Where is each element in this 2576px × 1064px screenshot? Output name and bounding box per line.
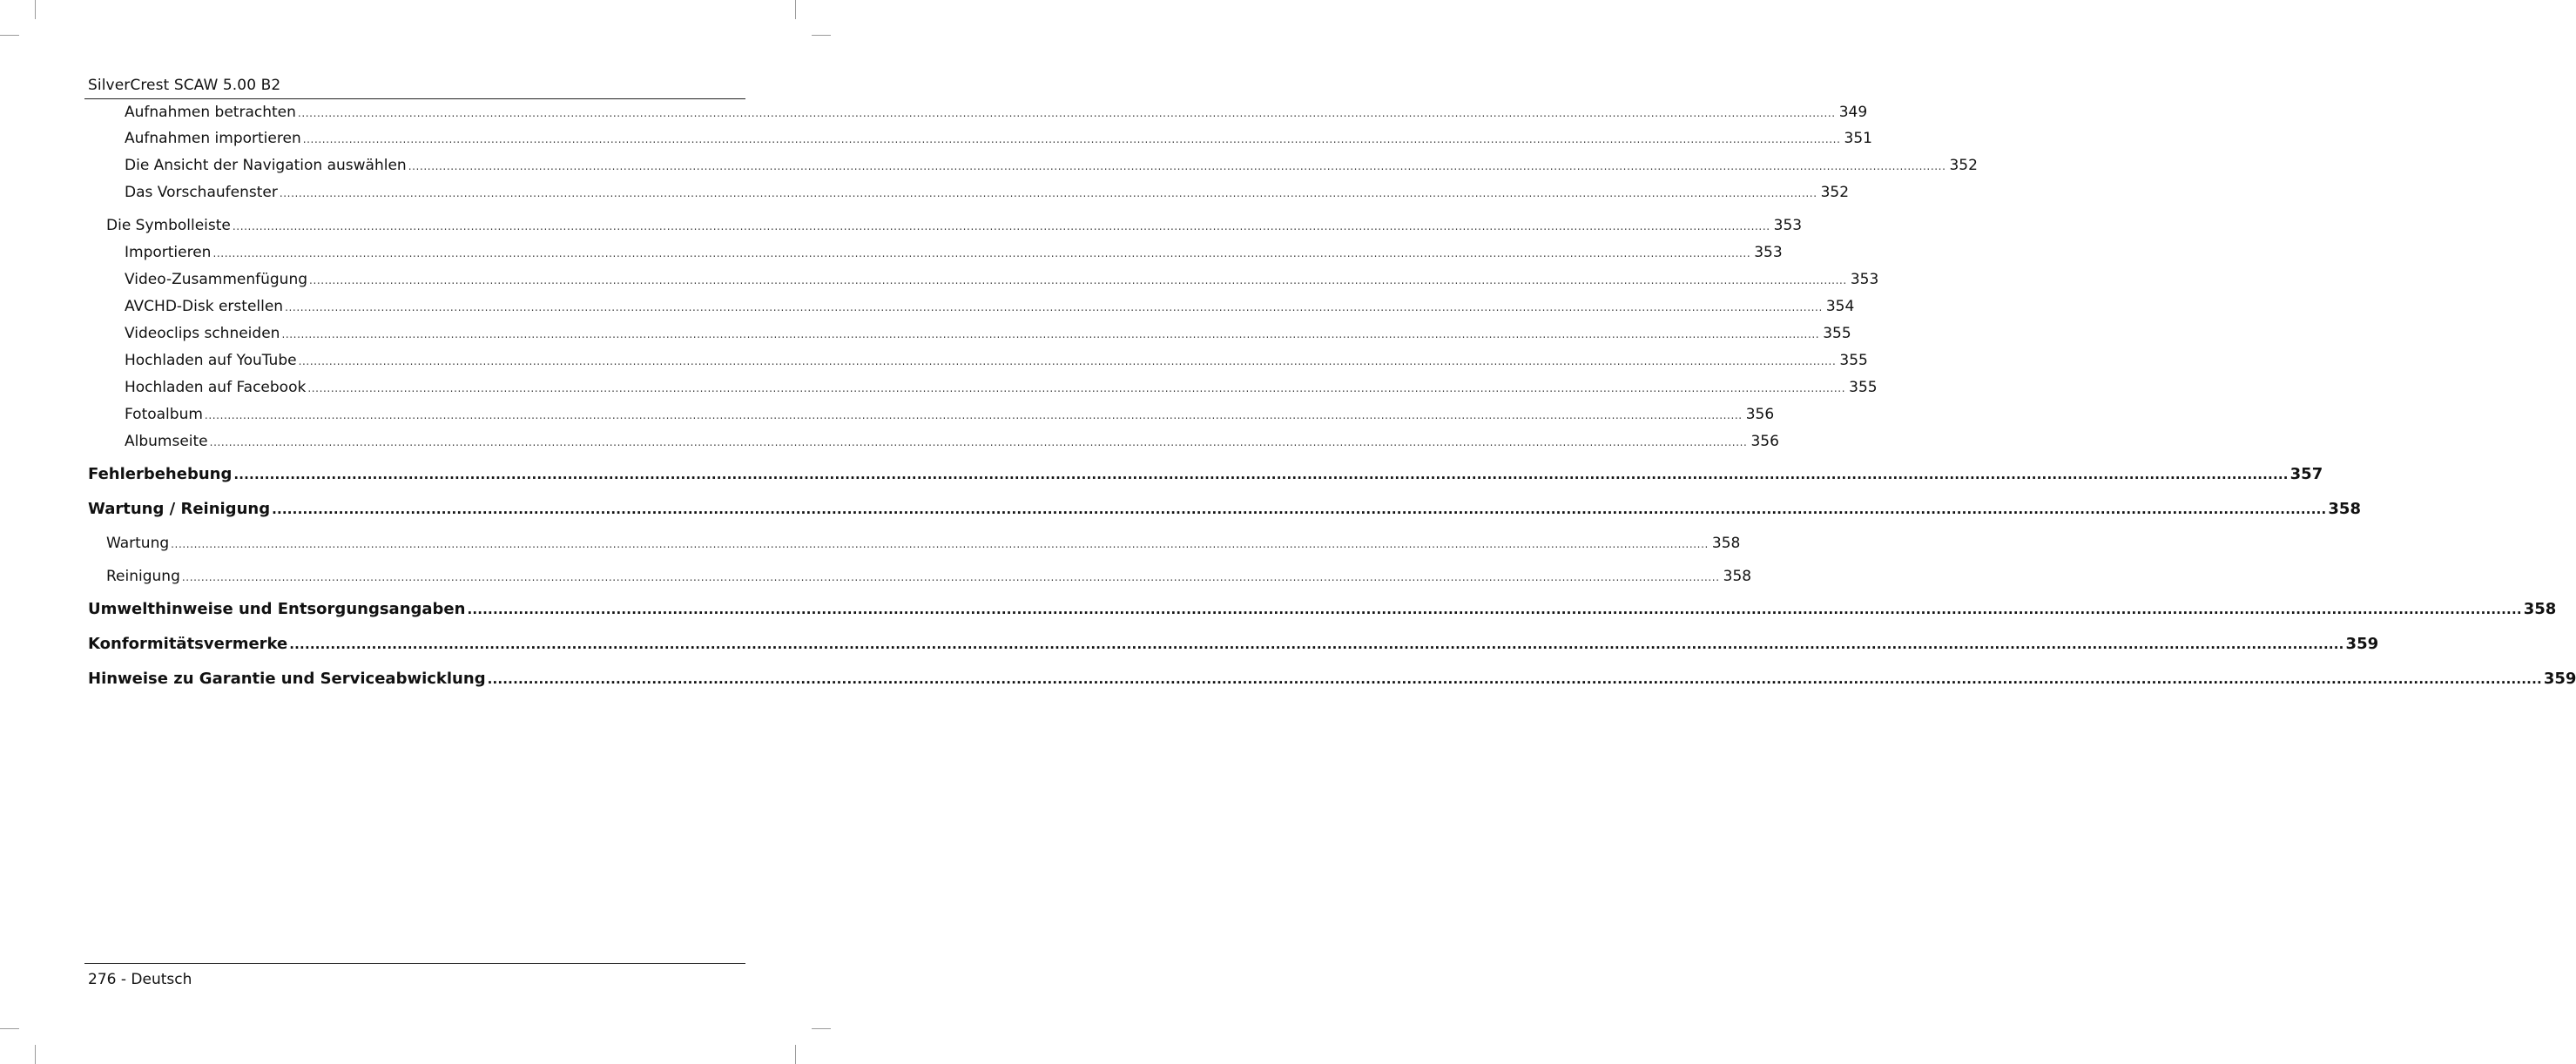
toc-entry[interactable] xyxy=(88,670,2576,689)
toc-entry-label: Konformitätsvermerke xyxy=(88,635,288,653)
toc-entry[interactable] xyxy=(88,635,2379,654)
toc-dot-leader: ................................................................................................................................................................................................................................................................................................................................................................................................................ xyxy=(408,160,1946,172)
toc-entry-page: 356 xyxy=(1745,406,1775,423)
footer-rule xyxy=(84,963,745,964)
toc-entry-page: 358 xyxy=(2523,600,2557,618)
toc-entry-page: 353 xyxy=(1850,271,1879,288)
toc-dot-leader: ................................................................................................................................................................................................................................................................................................................................................................................................................ xyxy=(302,133,1841,145)
toc-entry-label: Aufnahmen importieren xyxy=(125,130,301,147)
toc-entry-page: 356 xyxy=(1750,433,1779,450)
toc-entry-page: 359 xyxy=(2345,635,2379,653)
toc-entry-label: Importieren xyxy=(125,244,212,261)
toc-entry[interactable] xyxy=(125,378,1878,398)
toc-dot-leader: ................................................................................................................................................................................................................................................................................................................................................................................................................ xyxy=(233,467,2289,482)
toc-entry-label: Albumseite xyxy=(125,433,208,450)
toc-entry-label: Das Vorschaufenster xyxy=(125,184,278,201)
toc-entry-label: Videoclips schneiden xyxy=(125,325,280,342)
toc-entry-label: Aufnahmen betrachten xyxy=(125,104,296,121)
toc-entry-page: 355 xyxy=(1849,379,1878,396)
toc-entry[interactable] xyxy=(125,129,1872,149)
toc-dot-leader: ................................................................................................................................................................................................................................................................................................................................................................................................................ xyxy=(307,382,1846,394)
crop-mark xyxy=(795,0,796,19)
toc-dot-leader: ................................................................................................................................................................................................................................................................................................................................................................................................................ xyxy=(297,107,1836,119)
footer-page-label: 276 - Deutsch xyxy=(88,971,192,988)
toc-dot-leader: ................................................................................................................................................................................................................................................................................................................................................................................................................ xyxy=(487,671,2542,687)
crop-mark xyxy=(812,1028,831,1029)
toc-entry-label: Wartung xyxy=(106,535,170,552)
toc-entry[interactable] xyxy=(125,183,1850,203)
toc-entry-label: Video-Zusammenfügung xyxy=(125,271,308,288)
crop-mark xyxy=(0,35,19,36)
toc-entry-label: Die Ansicht der Navigation auswählen xyxy=(125,157,407,174)
toc-entry-page: 352 xyxy=(1949,157,1978,174)
toc-entry-page: 359 xyxy=(2543,670,2576,688)
toc-entry-page: 354 xyxy=(1825,298,1855,315)
toc-entry-label: Fotoalbum xyxy=(125,406,203,423)
toc-entry-page: 358 xyxy=(2328,500,2361,518)
toc-entry-page: 355 xyxy=(1823,325,1851,342)
toc-entry[interactable] xyxy=(106,216,1803,236)
toc-dot-leader: ................................................................................................................................................................................................................................................................................................................................................................................................................ xyxy=(279,187,1817,199)
toc-dot-leader: ................................................................................................................................................................................................................................................................................................................................................................................................................ xyxy=(204,409,1743,421)
toc-entry-label: Hinweise zu Garantie und Serviceabwicklung xyxy=(88,670,486,688)
header-rule xyxy=(84,98,745,99)
crop-mark xyxy=(812,35,831,36)
crop-mark xyxy=(35,1045,36,1064)
toc-entry[interactable] xyxy=(125,156,1978,176)
toc-entry[interactable] xyxy=(88,600,2557,619)
toc-dot-leader: ................................................................................................................................................................................................................................................................................................................................................................................................................ xyxy=(289,636,2344,652)
toc-entry-page: 353 xyxy=(1773,217,1803,234)
toc-entry-label: Fehlerbehebung xyxy=(88,465,233,483)
toc-entry-page: 358 xyxy=(1711,535,1741,552)
toc-entry-page: 351 xyxy=(1844,130,1872,147)
toc-entry[interactable] xyxy=(125,103,1868,123)
toc-entry[interactable] xyxy=(106,534,1741,554)
toc-dot-leader: ................................................................................................................................................................................................................................................................................................................................................................................................................ xyxy=(181,571,1720,583)
crop-mark xyxy=(795,1045,796,1064)
toc-entry[interactable] xyxy=(88,500,2361,519)
toc-entry[interactable] xyxy=(106,567,1752,587)
toc-entry-label: AVCHD-Disk erstellen xyxy=(125,298,284,315)
toc-dot-leader: ................................................................................................................................................................................................................................................................................................................................................................................................................ xyxy=(232,220,1770,232)
toc-dot-leader: ................................................................................................................................................................................................................................................................................................................................................................................................................ xyxy=(212,247,1751,259)
toc-dot-leader: ................................................................................................................................................................................................................................................................................................................................................................................................................ xyxy=(281,328,1820,340)
toc-dot-leader: ................................................................................................................................................................................................................................................................................................................................................................................................................ xyxy=(309,274,1847,286)
toc-entry-label: Wartung / Reinigung xyxy=(88,500,271,518)
toc-entry-page: 353 xyxy=(1754,244,1783,261)
toc-entry[interactable] xyxy=(125,243,1783,263)
toc-dot-leader: ................................................................................................................................................................................................................................................................................................................................................................................................................ xyxy=(298,355,1837,367)
toc-entry[interactable] xyxy=(125,324,1851,344)
toc-entry-page: 352 xyxy=(1820,184,1850,201)
toc-entry-page: 358 xyxy=(1723,568,1752,585)
toc-entry-label: Die Symbolleiste xyxy=(106,217,231,234)
toc-entry[interactable] xyxy=(125,270,1879,290)
toc-entry[interactable] xyxy=(125,405,1775,425)
toc-dot-leader: ................................................................................................................................................................................................................................................................................................................................................................................................................ xyxy=(272,502,2327,517)
toc-entry[interactable] xyxy=(125,432,1779,452)
header-title: SilverCrest SCAW 5.00 B2 xyxy=(88,77,281,94)
toc-dot-leader: ................................................................................................................................................................................................................................................................................................................................................................................................................ xyxy=(285,301,1823,313)
toc-entry[interactable] xyxy=(125,351,1868,371)
toc-dot-leader: ................................................................................................................................................................................................................................................................................................................................................................................................................ xyxy=(171,538,1709,550)
toc-entry-label: Hochladen auf YouTube xyxy=(125,352,297,369)
toc-entry-label: Umwelthinweise und Entsorgungsangaben xyxy=(88,600,466,618)
toc-entry[interactable] xyxy=(88,465,2323,484)
toc-dot-leader: ................................................................................................................................................................................................................................................................................................................................................................................................................ xyxy=(209,436,1748,448)
crop-mark xyxy=(0,1028,19,1029)
toc-entry-page: 357 xyxy=(2289,465,2323,483)
toc-entry-label: Reinigung xyxy=(106,568,180,585)
toc-entry-label: Hochladen auf Facebook xyxy=(125,379,307,396)
toc-entry[interactable] xyxy=(125,297,1855,317)
toc-entry-page: 349 xyxy=(1838,104,1868,121)
crop-mark xyxy=(35,0,36,19)
toc-entry-page: 355 xyxy=(1839,352,1868,369)
toc-dot-leader: ................................................................................................................................................................................................................................................................................................................................................................................................................ xyxy=(467,602,2522,617)
